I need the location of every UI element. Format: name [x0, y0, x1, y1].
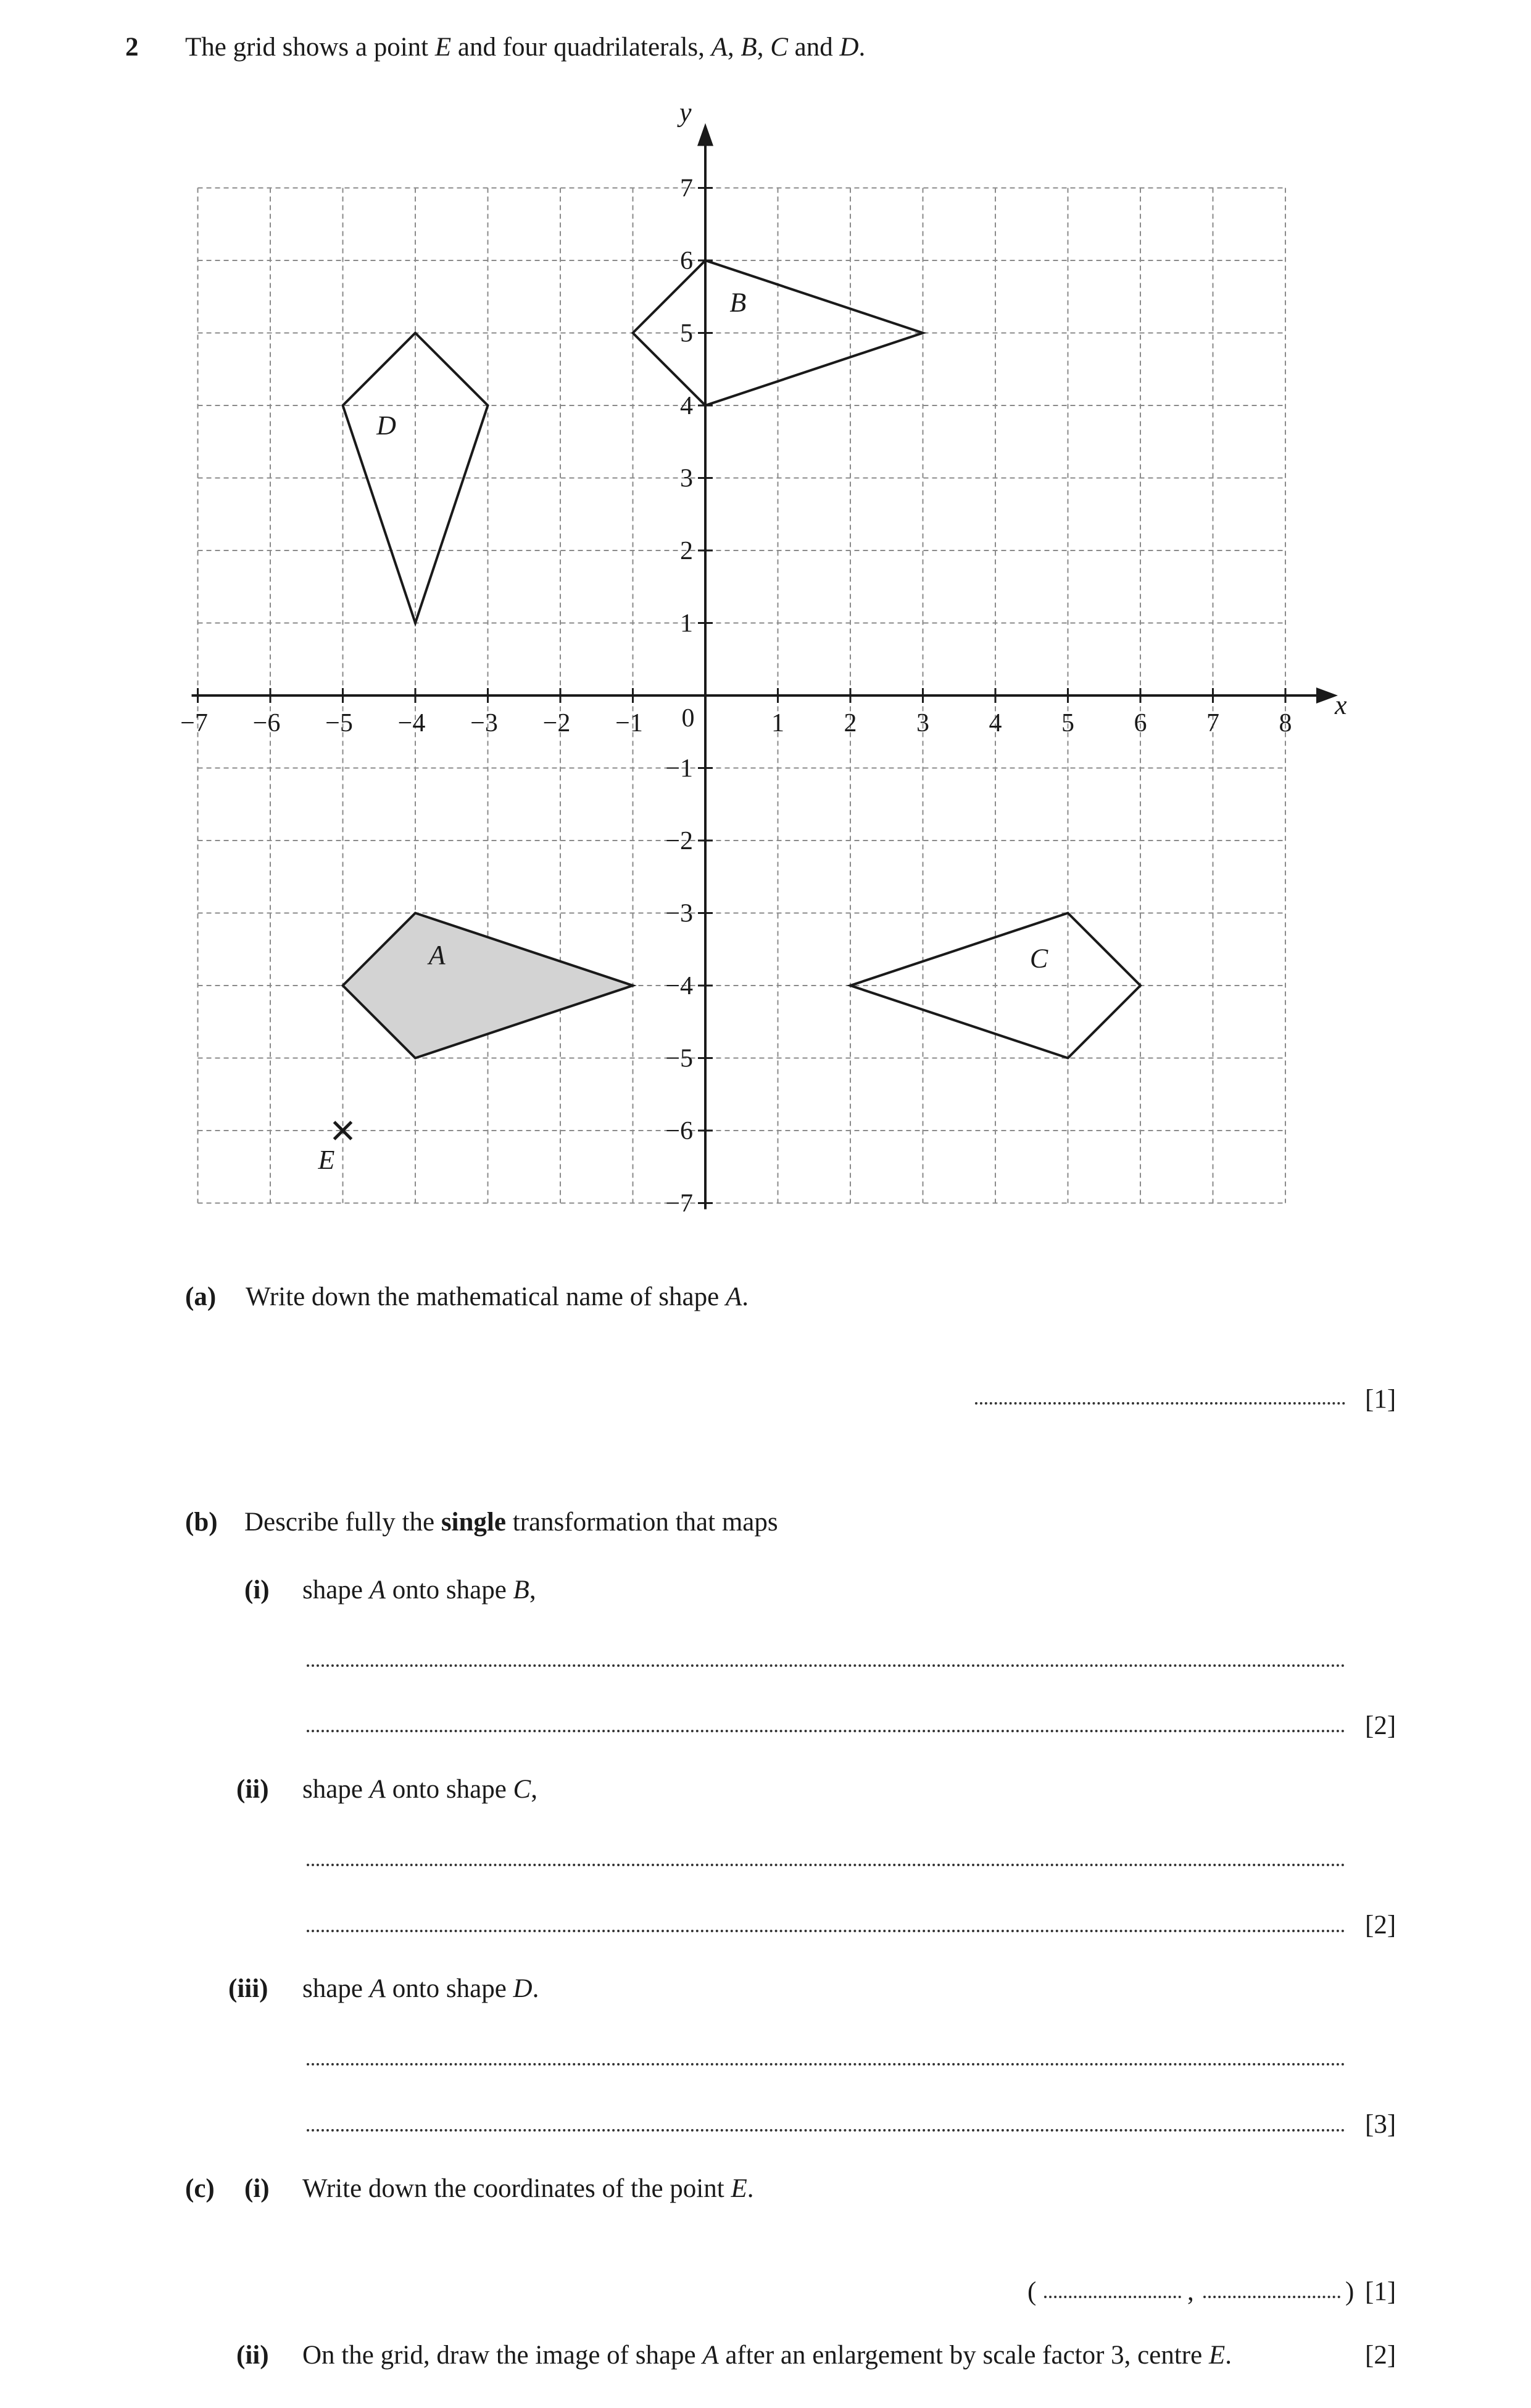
y-axis-label: y [679, 97, 692, 128]
part-b-ii-label: (ii) [236, 1775, 269, 1804]
x-tick-label: −5 [325, 709, 353, 737]
x-tick-label: −4 [397, 709, 426, 737]
part-b-iii-label: (iii) [228, 1974, 268, 2003]
x-axis-label: x [1335, 690, 1347, 720]
part-b-i-label: (i) [244, 1576, 270, 1605]
coord-open-paren: ( [1027, 2277, 1037, 2306]
y-tick-label: −7 [665, 1189, 693, 1218]
x-tick-label: −1 [615, 709, 643, 737]
question-number: 2 [125, 33, 139, 62]
part-b-ii-text: shape A onto shape C, [302, 1775, 537, 1804]
x-tick-label: 4 [989, 709, 1002, 737]
y-axis-arrow-icon [697, 123, 713, 146]
part-b-iii-text: shape A onto shape D. [302, 1974, 539, 2003]
part-a-text: Write down the mathematical name of shape A. [246, 1282, 749, 1311]
part-b-text: Describe fully the single transformation that maps [244, 1508, 778, 1537]
y-tick-label: −3 [665, 899, 693, 928]
marks-c-i: [1] [1365, 2277, 1396, 2306]
shape-label-a: A [428, 939, 446, 970]
part-c-i-text: Write down the coordinates of the point E. [302, 2174, 754, 2203]
y-tick-label: 5 [680, 319, 693, 348]
part-a-label: (a) [185, 1282, 217, 1311]
marks-b-iii: [3] [1365, 2110, 1396, 2139]
part-c-label: (c) [185, 2174, 215, 2203]
coord-comma: , [1187, 2277, 1194, 2306]
part-b-label: (b) [185, 1508, 218, 1537]
part-c-i-label: (i) [244, 2174, 270, 2203]
answer-line-a[interactable] [975, 1402, 1345, 1405]
marks-c-ii: [2] [1365, 2341, 1396, 2370]
y-tick-label: 3 [680, 464, 693, 493]
shape-label-c: C [1029, 943, 1048, 974]
marks-a: [1] [1365, 1385, 1396, 1414]
part-b-i-text: shape A onto shape B, [302, 1576, 536, 1605]
y-tick-label: −5 [665, 1044, 693, 1073]
x-tick-label: −7 [180, 709, 208, 737]
answer-field-e-x[interactable] [1044, 2296, 1181, 2298]
answer-line-b-iii-2[interactable] [307, 2129, 1345, 2132]
y-tick-label: 6 [680, 247, 693, 275]
x-tick-label: 6 [1134, 709, 1147, 737]
y-tick-label: −6 [665, 1117, 693, 1145]
y-tick-label: 7 [680, 174, 693, 203]
y-tick-label: 1 [680, 609, 693, 638]
answer-line-b-i-2[interactable] [307, 1730, 1345, 1732]
x-tick-label: 5 [1061, 709, 1074, 737]
x-tick-label: −2 [542, 709, 571, 737]
y-tick-label: 4 [680, 392, 693, 420]
part-c-ii-text: On the grid, draw the image of shape A after an enlargement by scale factor 3, centre E. [302, 2341, 1232, 2370]
x-tick-label: −3 [470, 709, 498, 737]
x-tick-label: 0 [681, 704, 695, 733]
x-tick-label: 2 [844, 709, 857, 737]
answer-line-b-i-1[interactable] [307, 1664, 1345, 1667]
marks-b-ii: [2] [1365, 1911, 1396, 1940]
coord-close-paren: ) [1345, 2277, 1355, 2306]
y-tick-label: −4 [665, 972, 693, 1000]
x-tick-label: 3 [916, 709, 929, 737]
y-tick-label: −1 [665, 754, 693, 783]
x-tick-label: −6 [252, 709, 281, 737]
answer-line-b-ii-1[interactable] [307, 1864, 1345, 1866]
x-tick-label: 8 [1279, 709, 1292, 737]
shape-label-b: B [729, 287, 747, 318]
answer-line-b-ii-2[interactable] [307, 1930, 1345, 1932]
answer-line-b-iii-1[interactable] [307, 2063, 1345, 2065]
x-tick-label: 7 [1206, 709, 1219, 737]
y-tick-label: 2 [680, 537, 693, 565]
marks-b-i: [2] [1365, 1711, 1396, 1740]
shape-label-d: D [376, 410, 396, 441]
point-e-label: E [318, 1145, 335, 1175]
question-intro: The grid shows a point E and four quadrilaterals, A, B, C and D. [185, 33, 866, 62]
x-tick-label: 1 [771, 709, 784, 737]
y-tick-label: −2 [665, 827, 693, 855]
answer-field-e-y[interactable] [1203, 2296, 1340, 2298]
part-c-ii-label: (ii) [236, 2341, 269, 2370]
